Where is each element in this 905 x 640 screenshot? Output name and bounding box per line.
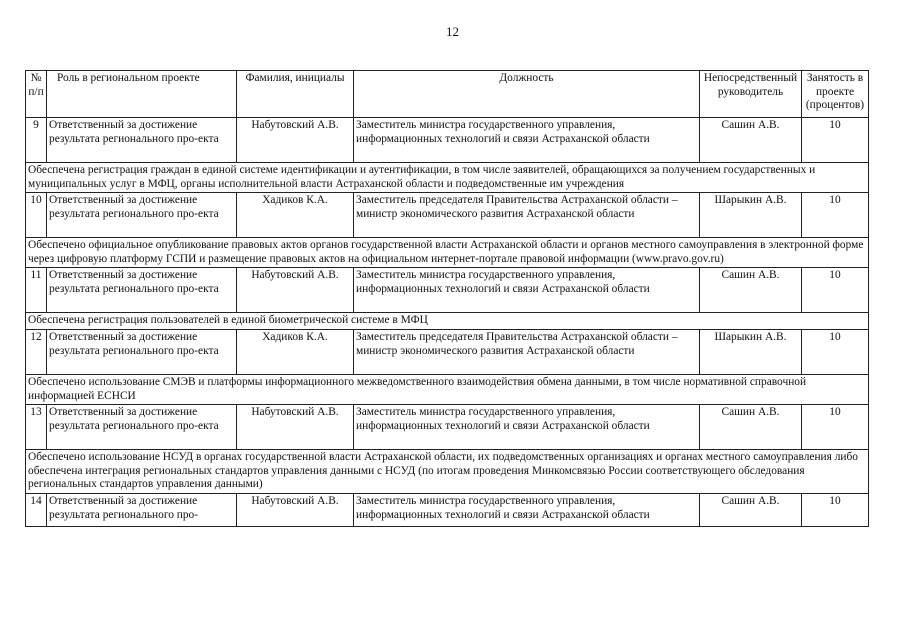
name-cell: Набутовский А.В.: [237, 405, 354, 450]
header-name: Фамилия, инициалы: [237, 71, 354, 118]
result-text: Обеспечена регистрация граждан в единой системе идентификации и аутентификации, в том числе заявителей, обращающихся за получением государственных и муниципальных услуг в МФЦ, органы исполнительной власти Астраханской области и подведомственные им учреждения: [26, 163, 869, 193]
result-text: Обеспечена регистрация пользователей в единой биометрической системе в МФЦ: [26, 313, 869, 330]
result-row: [26, 313, 869, 330]
supervisor-cell: Сашин А.В.: [700, 268, 802, 313]
position-cell: Заместитель министра государственного управления, информационных технологий и связи Астраханской области: [354, 405, 700, 450]
position-cell: Заместитель министра государственного управления, информационных технологий и связи Астраханской области: [354, 493, 700, 526]
employment-cell: 10: [802, 118, 869, 163]
employment-cell: 10: [802, 329, 869, 374]
supervisor-cell: Сашин А.В.: [700, 493, 802, 526]
name-cell: Хадиков К.А.: [237, 329, 354, 374]
header-num: № п/п: [26, 71, 47, 118]
result-text: Обеспечено использование СМЭВ и платформы информационного межведомственного взаимодействия обмена данными, в том числе нормативной справочной информацией ЕСНСИ: [26, 374, 869, 404]
position-cell: Заместитель председателя Правительства Астраханской области – министр экономического развития Астраханской области: [354, 329, 700, 374]
page-number: 12: [446, 24, 459, 39]
role-cell: Ответственный за достижение результата регионального про-екта: [47, 118, 237, 163]
position-cell: Заместитель министра государственного управления, информационных технологий и связи Астраханской области: [354, 268, 700, 313]
role-cell: Ответственный за достижение результата регионального про-екта: [47, 268, 237, 313]
result-row: [26, 238, 869, 268]
result-text: Обеспечено официальное опубликование правовых актов органов государственной власти Астраханской области и органов местного самоуправления в электронной форме через цифровую платформу ГСПИ и размещение правовых актов на официальном интернет-портале правовой информации (www.pravo.gov.ru): [26, 238, 869, 268]
table-header-row: [26, 71, 869, 118]
table-row: [26, 493, 869, 526]
supervisor-cell: Сашин А.В.: [700, 405, 802, 450]
row-number: 12: [26, 329, 47, 374]
employment-cell: 10: [802, 405, 869, 450]
name-cell: Набутовский А.В.: [237, 118, 354, 163]
supervisor-cell: Сашин А.В.: [700, 118, 802, 163]
name-cell: Набутовский А.В.: [237, 493, 354, 526]
table-row: [26, 405, 869, 450]
role-cell: Ответственный за достижение результата регионального про-екта: [47, 329, 237, 374]
header-position: Должность: [354, 71, 700, 118]
role-cell: Ответственный за достижение результата регионального про-: [47, 493, 237, 526]
table-row: [26, 193, 869, 238]
table-row: [26, 118, 869, 163]
supervisor-cell: Шарыкин А.В.: [700, 329, 802, 374]
role-cell: Ответственный за достижение результата регионального про-екта: [47, 193, 237, 238]
row-number: 9: [26, 118, 47, 163]
row-number: 10: [26, 193, 47, 238]
name-cell: Хадиков К.А.: [237, 193, 354, 238]
table-row: [26, 268, 869, 313]
name-cell: Набутовский А.В.: [237, 268, 354, 313]
header-employment: Занятость в проекте (процентов): [802, 71, 869, 118]
result-text: Обеспечено использование НСУД в органах государственной власти Астраханской области, их подведомственных организациях и органах местного самоуправления либо обеспечена интеграция региональных стандартов управления данными с НСУД (по итогам проведения Минкомсвязью России соответствующего обследования региональных стандартов управления данными): [26, 450, 869, 494]
supervisor-cell: Шарыкин А.В.: [700, 193, 802, 238]
row-number: 13: [26, 405, 47, 450]
position-cell: Заместитель председателя Правительства Астраханской области – министр экономического развития Астраханской области: [354, 193, 700, 238]
position-cell: Заместитель министра государственного управления, информационных технологий и связи Астраханской области: [354, 118, 700, 163]
row-number: 14: [26, 493, 47, 526]
employment-cell: 10: [802, 193, 869, 238]
role-cell: Ответственный за достижение результата регионального про-екта: [47, 405, 237, 450]
header-role: Роль в региональном проекте: [47, 71, 237, 118]
result-row: [26, 450, 869, 494]
table-row: [26, 329, 869, 374]
project-roles-table: [25, 70, 869, 527]
result-row: [26, 163, 869, 193]
employment-cell: 10: [802, 268, 869, 313]
employment-cell: 10: [802, 493, 869, 526]
result-row: [26, 374, 869, 404]
row-number: 11: [26, 268, 47, 313]
header-supervisor: Непосредственный руководитель: [700, 71, 802, 118]
